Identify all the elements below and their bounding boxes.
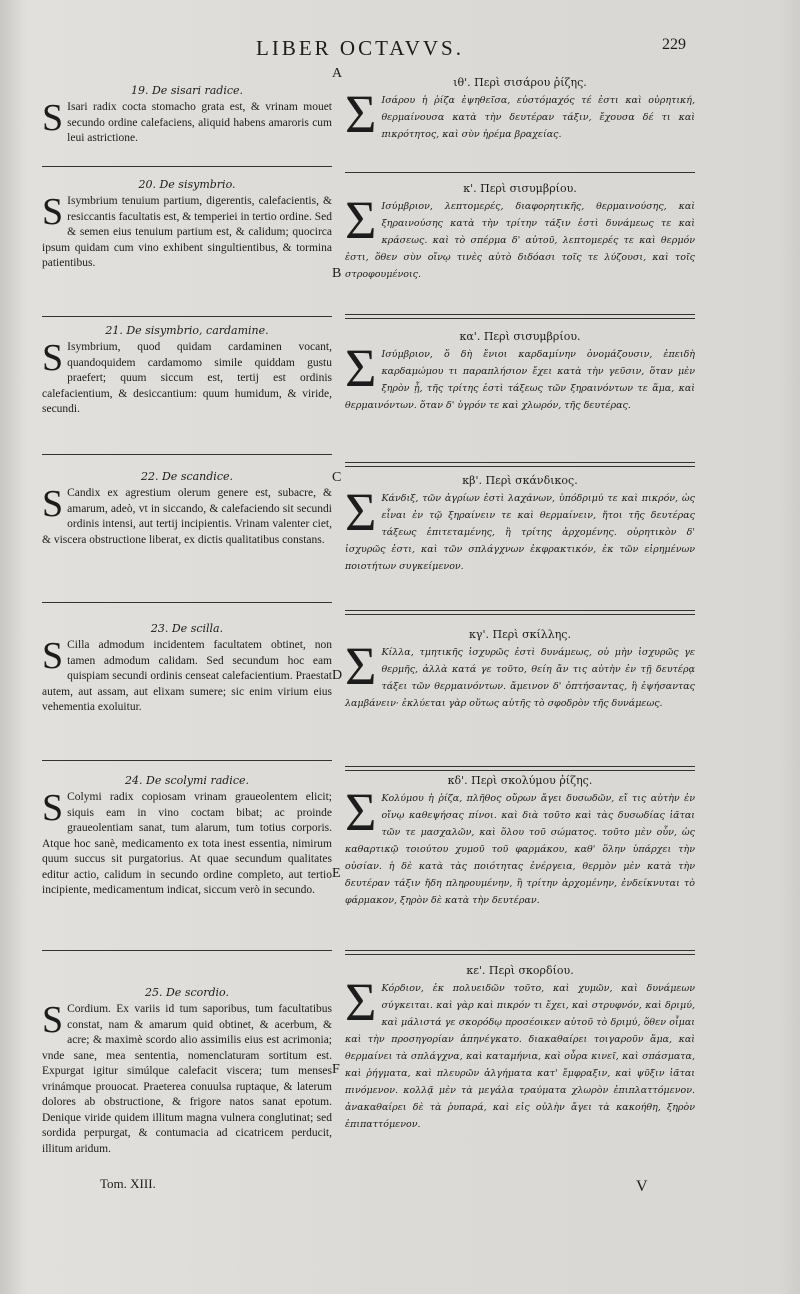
greek-section: [345, 626, 695, 712]
margin-letter: C: [332, 470, 342, 485]
section-text: S Isymbrium tenuium partium, digerentis, calefacientis, & resiccantis facultatis est, & temperiei in tertio ordine. Sed & semen eius tenuium partium est, & calidum; quocirca ipsum quidam cum vino exhibent singultientibus, & tormina patientibus.: [42, 191, 332, 269]
section-divider: [42, 316, 332, 317]
greek-section: [345, 472, 695, 575]
drop-initial: S: [42, 787, 64, 829]
drop-initial: S: [42, 999, 64, 1041]
drop-initial: S: [42, 97, 64, 139]
section-heading: κγ'. Περὶ σκίλλης.: [469, 628, 571, 641]
running-head: LIBER OCTAVVS.: [256, 36, 464, 60]
latin-section: [42, 468, 332, 548]
drop-initial: S: [42, 337, 64, 379]
margin-letter: E: [332, 866, 341, 881]
section-text: Σ Κίλλα, τμητικῆς ἰσχυρῶς ἐστὶ δυνάμεως, οὐ μὴν ἰσχυρῶς γε θερμῆς, ἀλλὰ κατά γε τοῦτο, θείη ἄν τις αὐτὴν ἐν τῇ δευτέρᾳ τάξει τῶν θερμαινόντων. ἄμεινον δ' ὀπτήσαντας, ἢ ἑψήσαντας λαμβάνειν· ἐκλύεται γὰρ οὕτως αὐτῆς τὸ σφοδρὸν τῆς δυνάμεως.: [345, 636, 695, 709]
latin-section: [42, 772, 332, 899]
drop-initial: Σ: [345, 190, 377, 250]
drop-initial: S: [42, 635, 64, 677]
section-text: S Candix ex agrestium olerum genere est, subacre, & amarum, adeò, vt in siccando, & calefaciendo sit secundi ordinis intensi, aut tertij incipientis. Vrinam valenter ciet, & viscera obstructione liberat, ex dictis qualitatibus constans.: [42, 483, 332, 546]
drop-initial: Σ: [345, 972, 377, 1032]
section-divider: [345, 766, 695, 771]
greek-section: [345, 962, 695, 1133]
margin-letter: B: [332, 266, 342, 281]
volume-label: Tom. XIII.: [100, 1176, 156, 1191]
drop-initial: Σ: [345, 84, 377, 144]
section-divider: [42, 760, 332, 761]
section-heading: 19. De sisari radice.: [131, 84, 243, 97]
margin-letter: D: [332, 668, 343, 683]
section-divider: [345, 950, 695, 955]
margin-letter: F: [332, 1062, 340, 1077]
section-heading: κδ'. Περὶ σκολύμου ῥίζης.: [447, 774, 593, 787]
drop-initial: Σ: [345, 782, 377, 842]
page-number: 229: [662, 36, 686, 53]
section-text: Σ Κόρδιον, ἐκ πολυειδῶν τοῦτο, καὶ χυμῶν, καὶ δυνάμεων σύγκειται. καὶ γὰρ καὶ πικρόν τι ἔχει, καὶ στρυφνόν, καὶ δριμύ, καὶ μάλιστά γε σκορόδῳ προσέοικεν αὐτοῦ τὸ δριμύ, ὅθεν οἶμαι καὶ τὴν προσηγορίαν ἀπηνέγκατο. διακαθαίρει τοιγαροῦν ἅμα, καὶ θερμαίνει τὰ σπλάγχνα, καὶ καταμήνια, καὶ οὖρα κινεῖ, καὶ σπάσματα, καὶ ῥήγματα, καὶ πλευρῶν ἀλγήματα κατ' ἔμφραξιν, καὶ ψῦξιν ἰᾶται πινόμενον. κολλᾷ μὲν τὰ μεγάλα τραύματα χλωρὸν ἐπιπλαττόμενον. ἀνακαθαίρει δὲ τὰ ῥυπαρά, καὶ εἰς οὐλὴν ἄγει τὰ κακοήθη, ξηρὸν ἐπιπαττόμενον.: [345, 972, 695, 1130]
latin-section: [42, 176, 332, 272]
section-text: Σ Ισάρου ἡ ῥίζα ἑψηθεῖσα, εὐστόμαχός τέ ἐστι καὶ οὐρητική, θερμαίνουσα κατὰ τὴν δευτέραν τάξιν, ἔχουσα δέ τι καὶ πικρότητος, καὶ σὺν ἠρέμα βραχείας.: [345, 84, 695, 144]
section-heading: κε'. Περὶ σκορδίου.: [466, 964, 574, 977]
section-heading: 20. De sisymbrio.: [138, 178, 236, 191]
section-divider: [345, 462, 695, 467]
drop-initial: Σ: [345, 636, 377, 696]
drop-initial: Σ: [345, 338, 377, 398]
section-heading: 25. De scordio.: [145, 986, 229, 999]
section-divider: [345, 610, 695, 615]
section-heading: κ'. Περὶ σισυμβρίου.: [463, 182, 577, 195]
drop-initial: Σ: [345, 482, 377, 542]
latin-section: [42, 620, 332, 716]
section-text: S Isymbrium, quod quidam cardaminen vocant, quandoquidem cardamomo simile quiddam gustu praefert; quum siccum est, tertij est ordinis calefacientium, & desiccantium: quum humidum, & viride, secundi.: [42, 337, 332, 415]
latin-section: [42, 984, 332, 1157]
latin-section: [42, 82, 332, 147]
drop-initial: S: [42, 483, 64, 525]
section-divider: [345, 172, 695, 173]
margin-letter: A: [332, 66, 343, 81]
section-text: Σ Ισύμβριον, ὅ δὴ ἔνιοι καρδαμίνην ὀνομάζουσιν, ἐπειδὴ καρδαμώμου τι παραπλήσιον ἔχει κατὰ τὴν γεῦσιν, ὅταν μὲν ξηρὸν ᾖ, τῆς τρίτης ἐστὶ τάξεως τῶν ξηραινόντων τε ἅμα, καὶ θερμαινόντων. ὅταν δ' ὑγρόν τε καὶ χλωρόν, τῆς δευτέρας.: [345, 338, 695, 411]
greek-section: [345, 74, 695, 143]
page-header: [0, 36, 800, 66]
drop-initial: S: [42, 191, 64, 233]
signature-mark: V: [636, 1178, 648, 1195]
greek-section: [345, 180, 695, 283]
section-text: S Isari radix cocta stomacho grata est, & vrinam mouet secundo ordine calefaciens, aliquid habens amaroris cum leui astrictione.: [42, 97, 332, 144]
section-divider: [345, 314, 695, 319]
section-heading: 24. De scolymi radice.: [125, 774, 249, 787]
section-heading: κα'. Περὶ σισυμβρίου.: [459, 330, 581, 343]
section-divider: [42, 454, 332, 455]
section-heading: 23. De scilla.: [150, 622, 224, 635]
section-text: S Cordium. Ex variis id tum saporibus, tum facultatibus constat, nam & amarum quid obtinet, & acerbum, & acre; & maximè scordo alio assimilis eius est acrimonia; vnde sane, mea sententia, nomenclaturam sortitum est. Expurgat igitur simúlque calefacit viscera; tum menses vrinámque prouocat. Praeterea conuulsa ruptaque, & laterum dolores ab obstructione, & frigore natos sanat epotum. Denique viride quidem illitum magna vulnera conglutinat; sed sordida perpurgat, & contumacia ad cicatricem perducit, illitum aridum.: [42, 999, 332, 1155]
section-text: S Colymi radix copiosam vrinam graueolentem elicit; siquis eam in vino coctam bibat; ac proinde graueolentiam sanat, tum alarum, tum totius corporis. Atque hoc sanè, medicamento ex tota inest essentia, nimirum quum succus sit purgatorius. At quae secundum qualitates editur actio, calidum in secundo ordine completo, aut tertio incipiente, medicamentum indicat, siccum verò in secundo.: [42, 787, 332, 896]
section-heading: 22. De scandice.: [141, 470, 233, 483]
section-heading: 21. De sisymbrio, cardamine.: [105, 324, 269, 337]
section-text: Σ Κάνδιξ, τῶν ἀγρίων ἐστὶ λαχάνων, ὑπόδριμύ τε καὶ πικρόν, ὡς εἶναι ἐν τῷ ξηραίνειν τε καὶ θερμαίνειν, ἤτοι τῆς δευτέρας τάξεως ἐπιτεταμένης, ἢ τρίτης ἀρχομένης. οὐρητικὸν δ' ἰσχυρῶς ἐστι, καὶ τῶν σπλάγχνων ἐκφρακτικόν, ἐκ τῶν εἰρημένων ποιοτήτων συγκείμενον.: [345, 482, 695, 572]
greek-section: [345, 772, 695, 909]
section-heading: ιθ'. Περὶ σισάρου ῥίζης.: [453, 76, 587, 89]
section-divider: [42, 166, 332, 167]
section-text: Σ Κολύμου ἡ ῥίζα, πλῆθος οὔρων ἄγει δυσωδῶν, εἴ τις αὐτὴν ἐν οἴνῳ καθεψήσας πίνοι. καὶ διὰ τοῦτο καὶ τὰς δυσωδίας ἰᾶται τῶν τε μασχαλῶν, καὶ ὅλου τοῦ σώματος. τοῦτο μὲν οὖν, ὡς καθαρτικῷ τοιούτου χυμοῦ τοῦ φαρμάκου, καθ' ὅλην ὑπάρχει τὴν οὐσίαν. ἡ δὲ κατὰ τὰς ποιότητας ἐνέργεια, θερμὸν μὲν κατὰ τὴν δευτέραν τάξιν ἤδη πληρουμένην, ἢ τρίτην ἀρχομένην, ἐνδείκνυται τὸ φάρμακον, ξηρὸν δὲ κατὰ τὴν δευτέραν.: [345, 782, 695, 906]
greek-section: [345, 328, 695, 414]
latin-section: [42, 322, 332, 418]
section-divider: [42, 602, 332, 603]
section-heading: κβ'. Περὶ σκάνδικος.: [462, 474, 578, 487]
section-text: S Cilla admodum incidentem facultatem obtinet, non tamen admodum calidam. Sed secundum hoc eam quispiam secundi ordinis censeat calefacientium. Praestat autem, aut assam, aut elixam sumere; sic enim virium eius vehementia exoluitur.: [42, 635, 332, 713]
section-text: Σ Ισύμβριον, λεπτομερές, διαφορητικῆς, θερμαινούσης, καὶ ξηραινούσης κατὰ τὴν τρίτην τάξιν ἐστὶ δυνάμεως τε καὶ κράσεως. καὶ τὸ σπέρμα δ' αὐτοῦ, λεπτομερές τε καὶ θερμόν ἐστι, ὅθεν σὺν οἴνῳ τινὲς αὐτὸ διδόασι τοῖς τε λύζουσι, καὶ τοῖς στροφουμένοις.: [345, 190, 695, 280]
section-divider: [42, 950, 332, 951]
